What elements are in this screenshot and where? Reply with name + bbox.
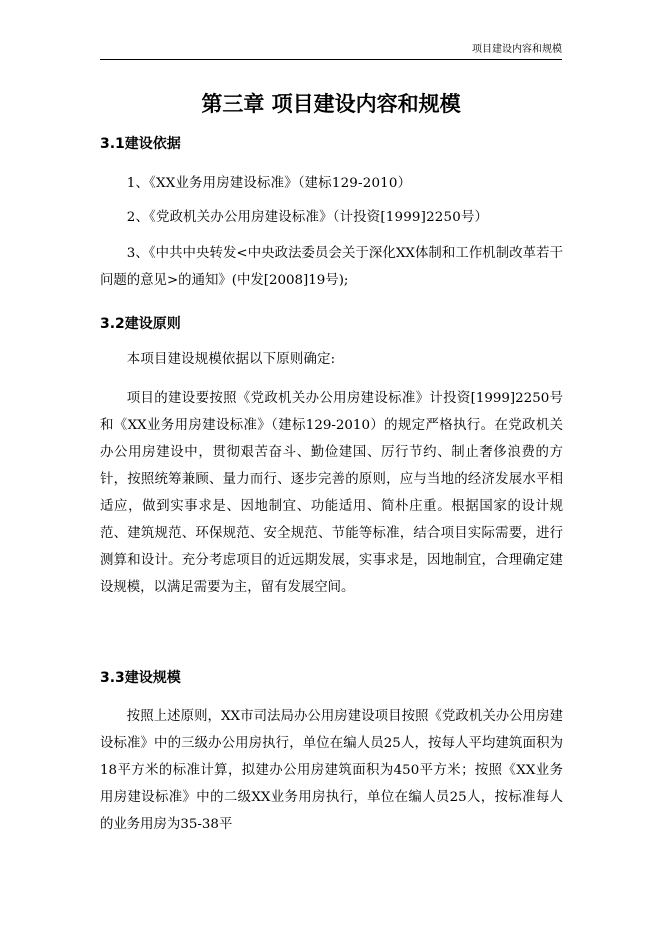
basis-item-2: 2、《党政机关办公用房建设标准》（计投资[1999]2250号）	[126, 210, 489, 225]
basis-item-3: 3、《中共中央转发<中央政法委员会关于深化XX体制和工作机制改革若干问题的意见>的通知》(中发[2008]19号);	[100, 246, 563, 288]
running-header: 项目建设内容和规模	[100, 44, 562, 60]
basis-item-1: 1、《XX业务用房建设标准》（建标129-2010）	[126, 176, 412, 191]
section-heading-basis: 3.1建设依据	[100, 136, 181, 152]
scale-body: 按照上述原则，XX市司法局办公用房建设项目按照《党政机关办公用房建设标准》中的三级办公用房执行，单位在编人员25人，按每人平均建筑面积为18平方米的标准计算，拟建办公用房建筑面积为450平方米；按照《XX业务用房建设标准》中的二级XX业务用房执行，单位在编人员25人，按标准每人的业务用房为35-38平	[100, 709, 563, 832]
section-heading-scale: 3.3建设规模	[100, 670, 181, 686]
chapter-title: 第三章 项目建设内容和规模	[201, 92, 461, 116]
section-heading-principles: 3.2建设原则	[100, 316, 181, 332]
principles-intro: 本项目建设规模依据以下原则确定:	[126, 352, 336, 367]
principles-body: 项目的建设要按照《党政机关办公用房建设标准》计投资[1999]2250号和《XX业务用房建设标准》（建标129-2010）的规定严格执行。在党政机关办公用房建设中，贯彻艰苦奋斗、勤俭建国、厉行节约、制止奢侈浪费的方针，按照统筹兼顾、量力而行、逐步完善的原则，应与当地的经济发展水平相适应，做到实事求是、因地制宜、功能适用、简朴庄重。根据国家的设计规范、建筑规范、环保规范、安全规范、节能等标准，结合项目实际需要，进行测算和设计。充分考虑项目的近远期发展，实事求是，因地制宜，合理确定建设规模，以满足需要为主，留有发展空间。	[100, 391, 563, 595]
